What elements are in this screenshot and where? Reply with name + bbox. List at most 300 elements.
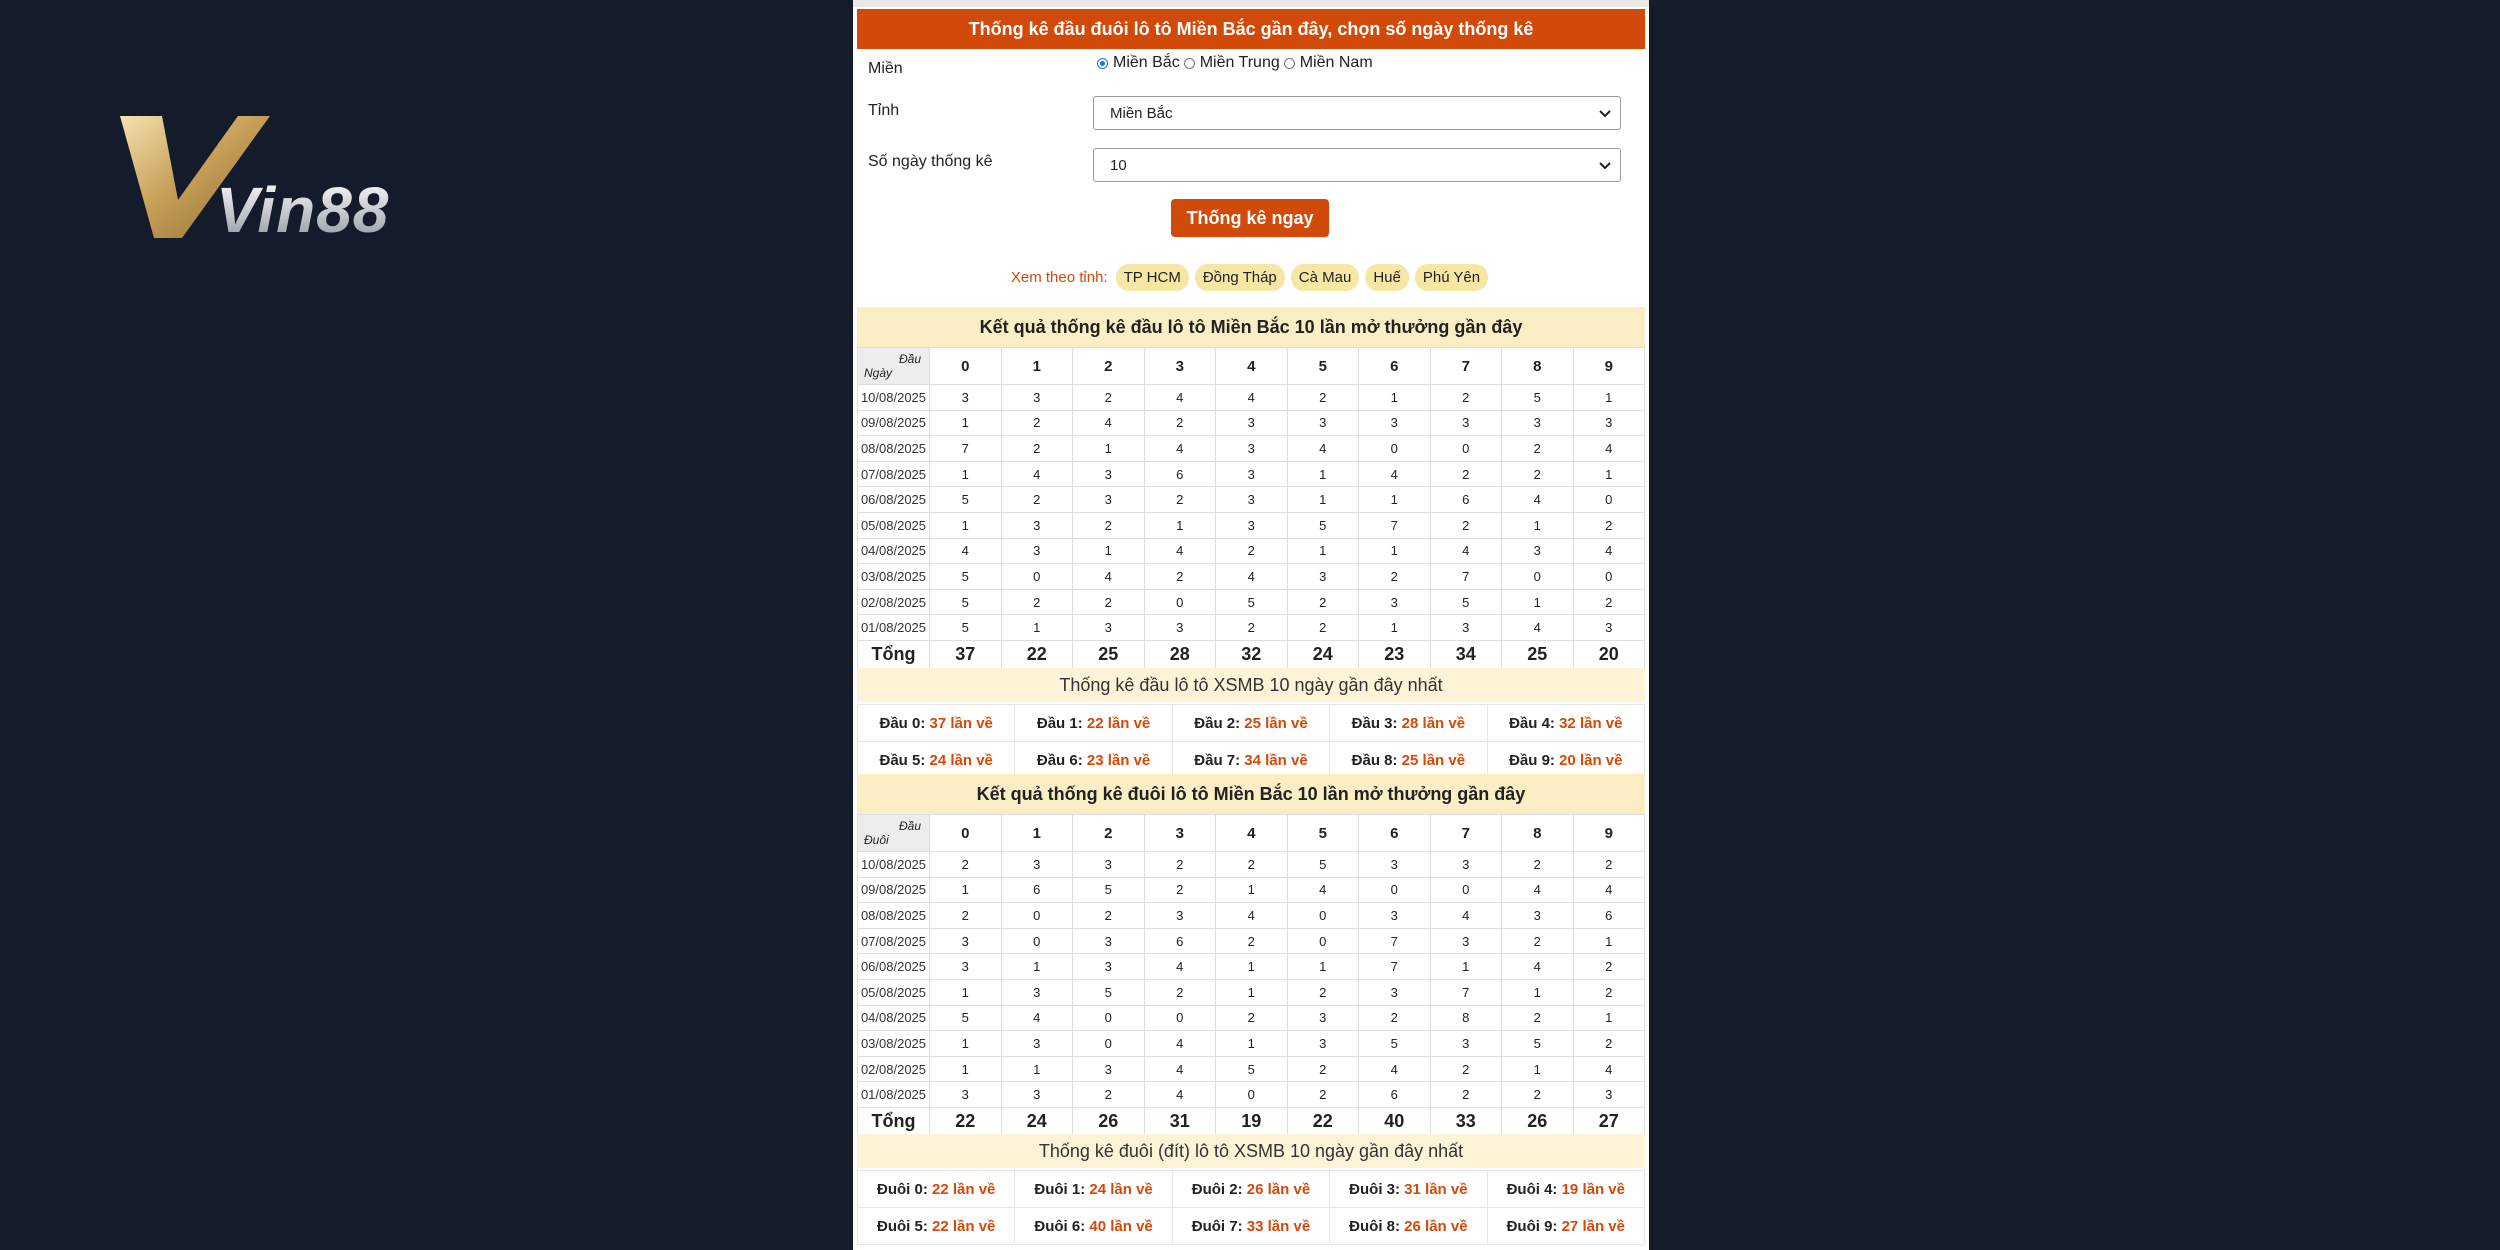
summary-value: 25 lần về [1401, 751, 1466, 769]
table-cell: 0 [1430, 877, 1502, 903]
table-cell: 3 [1430, 852, 1502, 878]
table-cell: 3 [1430, 928, 1502, 954]
table-cell: 3 [1216, 436, 1288, 462]
table-cell: 3 [1144, 615, 1216, 641]
corner-top-label: Đầu [898, 352, 921, 366]
column-header: 7 [1430, 348, 1502, 385]
table-header-row [858, 815, 1645, 852]
summary-value: 33 lần về [1246, 1217, 1311, 1235]
table-cell: 4 [1144, 1031, 1216, 1057]
table-cell: 2 [930, 903, 1002, 929]
row-date: 10/08/2025 [858, 385, 930, 411]
table-cell: 1 [1502, 589, 1574, 615]
table-cell: 4 [1573, 538, 1645, 564]
table-cell: 2 [1430, 385, 1502, 411]
total-cell: 34 [1430, 640, 1502, 669]
row-date: 09/08/2025 [858, 410, 930, 436]
table-cell: 2 [1001, 410, 1073, 436]
summary-label: Đuôi 7: [1191, 1217, 1243, 1235]
table-cell: 6 [1144, 461, 1216, 487]
table-cell: 2 [1502, 461, 1574, 487]
table-cell: 3 [930, 928, 1002, 954]
column-header: 1 [1001, 815, 1073, 852]
column-header: 3 [1144, 815, 1216, 852]
total-cell: 32 [1216, 640, 1288, 669]
table-cell: 2 [1001, 589, 1073, 615]
table-cell: 1 [930, 1031, 1002, 1057]
table-cell: 4 [1430, 538, 1502, 564]
summary-label: Đầu 3: [1351, 714, 1398, 732]
tail-summary-table [857, 1170, 1645, 1245]
summary-cell [1330, 1208, 1487, 1245]
days-select[interactable] [1093, 148, 1621, 182]
table-cell: 1 [1502, 512, 1574, 538]
row-date: 03/08/2025 [858, 564, 930, 590]
table-cell: 7 [1359, 928, 1431, 954]
row-date: 01/08/2025 [858, 1082, 930, 1108]
summary-cell [858, 742, 1015, 779]
summary-value: 28 lần về [1401, 714, 1466, 732]
column-header: 8 [1502, 815, 1574, 852]
region-label: Miền [868, 60, 903, 77]
province-link-dong-thap[interactable]: Đồng Tháp [1195, 264, 1285, 291]
summary-value: 22 lần về [932, 1180, 996, 1198]
total-cell: 40 [1359, 1107, 1431, 1136]
radio-label-mien-nam: Miền Nam [1299, 54, 1373, 71]
table-cell: 4 [1430, 903, 1502, 929]
radio-mien-trung[interactable] [1184, 58, 1195, 69]
table-cell: 2 [1073, 1082, 1145, 1108]
table-row [858, 385, 1645, 411]
row-date: 03/08/2025 [858, 1031, 930, 1057]
table-cell: 1 [1502, 979, 1574, 1005]
table-cell: 2 [1073, 385, 1145, 411]
table-cell: 0 [1287, 928, 1359, 954]
table-cell: 6 [1430, 487, 1502, 513]
summary-cell [858, 1171, 1015, 1208]
head-summary-title: Thống kê đầu lô tô XSMB 10 ngày gần đây nhất [857, 668, 1645, 702]
table-row [858, 1031, 1645, 1057]
table-cell: 2 [1573, 979, 1645, 1005]
table-cell: 5 [1073, 877, 1145, 903]
table-cell: 1 [1359, 385, 1431, 411]
row-date: 04/08/2025 [858, 538, 930, 564]
table-cell: 1 [1073, 436, 1145, 462]
summary-value: 32 lần về [1559, 714, 1623, 732]
summary-label: Đầu 5: [879, 751, 926, 769]
row-date: 07/08/2025 [858, 461, 930, 487]
table-cell: 3 [1073, 487, 1145, 513]
table-cell: 5 [1502, 1031, 1574, 1057]
table-cell: 4 [1144, 538, 1216, 564]
table-cell: 3 [1287, 410, 1359, 436]
table-cell: 3 [1001, 979, 1073, 1005]
table-cell: 1 [1359, 538, 1431, 564]
table-cell: 2 [930, 852, 1002, 878]
table-cell: 6 [1359, 1082, 1431, 1108]
table-row [858, 1082, 1645, 1108]
head-stats-table [857, 347, 1645, 670]
table-cell: 7 [1359, 512, 1431, 538]
summary-value: 23 lần về [1086, 751, 1151, 769]
table-cell: 2 [1073, 512, 1145, 538]
summary-cell [1487, 1171, 1644, 1208]
table-cell: 3 [1359, 903, 1431, 929]
table-cell: 3 [1573, 615, 1645, 641]
table-cell: 7 [930, 436, 1002, 462]
column-header: 5 [1287, 348, 1359, 385]
table-cell: 3 [1287, 1005, 1359, 1031]
summary-label: Đuôi 5: [876, 1217, 928, 1235]
page-title: Thống kê đầu đuôi lô tô Miền Bắc gần đây, chọn số ngày thống kê [857, 9, 1645, 49]
total-label: Tổng [858, 1107, 930, 1136]
table-row [858, 436, 1645, 462]
province-link-hue[interactable]: Huế [1365, 264, 1409, 291]
table-cell: 5 [1216, 589, 1288, 615]
region-radio-group [1093, 54, 1373, 72]
radio-mien-nam[interactable] [1284, 58, 1295, 69]
province-select-value: Miền Bắc [1110, 104, 1173, 122]
table-cell: 5 [1287, 512, 1359, 538]
summary-label: Đuôi 3: [1349, 1180, 1400, 1198]
table-cell: 2 [1001, 436, 1073, 462]
table-row [858, 538, 1645, 564]
table-cell: 1 [1144, 512, 1216, 538]
table-cell: 1 [1216, 979, 1288, 1005]
table-cell: 3 [930, 954, 1002, 980]
column-header: 0 [930, 815, 1002, 852]
table-cell: 1 [930, 512, 1002, 538]
head-stats-title: Kết quả thống kê đầu lô tô Miền Bắc 10 lần mở thưởng gần đây [857, 307, 1645, 347]
total-row [858, 1107, 1645, 1136]
table-cell: 4 [1216, 564, 1288, 590]
summary-cell [1330, 742, 1487, 779]
column-header: 1 [1001, 348, 1073, 385]
table-cell: 2 [1502, 1005, 1574, 1031]
table-cell: 5 [1359, 1031, 1431, 1057]
days-label: Số ngày thống kê [868, 153, 993, 170]
tail-stats-title: Kết quả thống kê đuôi lô tô Miền Bắc 10 lần mở thưởng gần đây [857, 774, 1645, 814]
summary-cell [1172, 705, 1329, 742]
table-cell: 2 [1573, 589, 1645, 615]
row-date: 02/08/2025 [858, 589, 930, 615]
table-cell: 4 [1359, 461, 1431, 487]
table-cell: 2 [1287, 1056, 1359, 1082]
column-header: 3 [1144, 348, 1216, 385]
row-date: 10/08/2025 [858, 852, 930, 878]
logo-text: Vin88 [216, 174, 390, 246]
column-header: 9 [1573, 348, 1645, 385]
table-row [858, 410, 1645, 436]
table-cell: 6 [1144, 928, 1216, 954]
table-cell: 4 [1216, 385, 1288, 411]
summary-label: Đầu 2: [1194, 714, 1241, 732]
summary-label: Đuôi 6: [1034, 1217, 1086, 1235]
table-cell: 3 [1573, 410, 1645, 436]
submit-stats-button[interactable]: Thống kê ngay [1171, 199, 1329, 237]
table-cell: 1 [930, 410, 1002, 436]
summary-value: 22 lần về [932, 1217, 996, 1235]
table-cell: 4 [1287, 436, 1359, 462]
table-cell: 2 [1502, 852, 1574, 878]
summary-label: Đuôi 0: [876, 1180, 928, 1198]
table-cell: 2 [1287, 979, 1359, 1005]
table-cell: 2 [1073, 589, 1145, 615]
table-cell: 4 [1502, 877, 1574, 903]
table-cell: 7 [1430, 564, 1502, 590]
table-cell: 1 [1073, 538, 1145, 564]
total-cell: 28 [1144, 640, 1216, 669]
summary-value: 31 lần về [1404, 1180, 1468, 1198]
table-cell: 0 [1001, 928, 1073, 954]
table-cell: 1 [1287, 954, 1359, 980]
table-row [858, 1056, 1645, 1082]
table-cell: 2 [1287, 589, 1359, 615]
summary-cell [1487, 705, 1644, 742]
row-date: 02/08/2025 [858, 1056, 930, 1082]
table-cell: 2 [1573, 852, 1645, 878]
table-cell: 2 [1430, 512, 1502, 538]
head-summary-table [857, 704, 1645, 779]
table-row [858, 852, 1645, 878]
table-cell: 1 [930, 877, 1002, 903]
table-cell: 4 [1073, 410, 1145, 436]
summary-cell [858, 1208, 1015, 1245]
summary-label: Đầu 8: [1351, 751, 1398, 769]
total-cell: 37 [930, 640, 1002, 669]
table-cell: 2 [1144, 564, 1216, 590]
table-cell: 1 [1216, 954, 1288, 980]
table-cell: 0 [1073, 1031, 1145, 1057]
table-cell: 3 [1073, 954, 1145, 980]
table-cell: 4 [1573, 1056, 1645, 1082]
table-cell: 1 [1001, 1056, 1073, 1082]
table-cell: 3 [1001, 538, 1073, 564]
total-cell: 19 [1216, 1107, 1288, 1136]
row-date: 06/08/2025 [858, 487, 930, 513]
table-cell: 5 [1073, 979, 1145, 1005]
table-cell: 3 [930, 385, 1002, 411]
table-cell: 2 [1502, 1082, 1574, 1108]
table-cell: 4 [1216, 903, 1288, 929]
table-row [858, 564, 1645, 590]
summary-row [858, 705, 1645, 742]
table-cell: 0 [1001, 903, 1073, 929]
table-cell: 5 [1502, 385, 1574, 411]
table-row [858, 461, 1645, 487]
summary-value: 26 lần về [1246, 1180, 1311, 1198]
table-cell: 3 [1073, 852, 1145, 878]
column-header: 4 [1216, 815, 1288, 852]
table-cell: 0 [1430, 436, 1502, 462]
table-cell: 2 [1573, 954, 1645, 980]
row-date: 06/08/2025 [858, 954, 930, 980]
summary-value: 26 lần về [1404, 1217, 1468, 1235]
row-date: 08/08/2025 [858, 436, 930, 462]
table-cell: 0 [1359, 877, 1431, 903]
summary-label: Đầu 4: [1509, 714, 1555, 732]
total-cell: 31 [1144, 1107, 1216, 1136]
table-cell: 5 [930, 564, 1002, 590]
table-cell: 2 [1573, 512, 1645, 538]
table-cell: 4 [1001, 1005, 1073, 1031]
table-cell: 4 [1573, 877, 1645, 903]
table-cell: 4 [1144, 954, 1216, 980]
table-cell: 3 [1359, 410, 1431, 436]
table-cell: 2 [1144, 410, 1216, 436]
summary-label: Đuôi 1: [1034, 1180, 1086, 1198]
table-cell: 3 [1359, 589, 1431, 615]
table-cell: 2 [1216, 1005, 1288, 1031]
table-cell: 1 [1359, 615, 1431, 641]
total-cell: 20 [1573, 640, 1645, 669]
table-cell: 4 [1502, 615, 1574, 641]
table-cell: 5 [930, 1005, 1002, 1031]
total-cell: 22 [1001, 640, 1073, 669]
total-label: Tổng [858, 640, 930, 669]
summary-label: Đầu 7: [1194, 751, 1241, 769]
table-row [858, 589, 1645, 615]
row-date: 08/08/2025 [858, 903, 930, 929]
table-cell: 4 [1144, 385, 1216, 411]
table-cell: 1 [1502, 1056, 1574, 1082]
chevron-down-icon [1596, 156, 1614, 174]
summary-cell [1015, 1208, 1172, 1245]
summary-label: Đầu 0: [879, 714, 926, 732]
table-cell: 3 [1502, 410, 1574, 436]
province-links-label: Xem theo tỉnh: [1010, 268, 1108, 286]
total-cell: 25 [1073, 640, 1145, 669]
table-cell: 4 [1144, 1082, 1216, 1108]
table-cell: 4 [1502, 487, 1574, 513]
total-cell: 26 [1073, 1107, 1145, 1136]
table-cell: 8 [1430, 1005, 1502, 1031]
corner-bottom-label: Đuôi [864, 833, 889, 847]
table-cell: 3 [1216, 487, 1288, 513]
table-cell: 3 [1359, 979, 1431, 1005]
table-row [858, 954, 1645, 980]
summary-cell [1330, 705, 1487, 742]
table-cell: 2 [1001, 487, 1073, 513]
table-cell: 3 [1001, 852, 1073, 878]
table-cell: 3 [1430, 410, 1502, 436]
table-header-row [858, 348, 1645, 385]
table-cell: 1 [1001, 615, 1073, 641]
table-cell: 7 [1430, 979, 1502, 1005]
province-link-phu-yen[interactable]: Phú Yên [1415, 264, 1488, 291]
table-cell: 1 [1359, 487, 1431, 513]
table-cell: 0 [1144, 589, 1216, 615]
table-cell: 5 [930, 589, 1002, 615]
table-cell: 3 [1073, 461, 1145, 487]
table-cell: 2 [1144, 877, 1216, 903]
province-quick-links [853, 262, 1649, 292]
table-cell: 1 [1216, 877, 1288, 903]
row-date: 07/08/2025 [858, 928, 930, 954]
summary-label: Đuôi 8: [1349, 1217, 1400, 1235]
table-cell: 1 [1573, 385, 1645, 411]
table-cell: 3 [1216, 512, 1288, 538]
table-cell: 2 [1287, 385, 1359, 411]
summary-cell [1172, 1171, 1329, 1208]
province-link-tphcm[interactable]: TP HCM [1116, 264, 1189, 291]
summary-label: Đuôi 2: [1191, 1180, 1243, 1198]
table-cell: 0 [1001, 564, 1073, 590]
summary-label: Đầu 9: [1509, 751, 1555, 769]
vin88-logo [120, 108, 490, 248]
total-cell: 24 [1001, 1107, 1073, 1136]
column-header: 5 [1287, 815, 1359, 852]
table-cell: 0 [1216, 1082, 1288, 1108]
column-header: 2 [1073, 815, 1145, 852]
summary-cell [1172, 742, 1329, 779]
table-cell: 6 [1001, 877, 1073, 903]
table-cell: 3 [1216, 461, 1288, 487]
table-cell: 2 [1359, 564, 1431, 590]
tail-stats-table [857, 814, 1645, 1137]
table-cell: 1 [1573, 1005, 1645, 1031]
column-header: 2 [1073, 348, 1145, 385]
table-cell: 2 [1144, 979, 1216, 1005]
table-cell: 7 [1359, 954, 1431, 980]
table-cell: 4 [1359, 1056, 1431, 1082]
table-cell: 3 [1359, 852, 1431, 878]
table-row [858, 1005, 1645, 1031]
table-cell: 3 [1430, 615, 1502, 641]
summary-value: 22 lần về [1086, 714, 1151, 732]
province-select[interactable] [1093, 96, 1621, 130]
table-cell: 0 [1073, 1005, 1145, 1031]
table-cell: 2 [1216, 615, 1288, 641]
summary-value: 25 lần về [1244, 714, 1308, 732]
radio-mien-bac[interactable] [1097, 58, 1108, 69]
table-cell: 3 [1502, 538, 1574, 564]
table-cell: 2 [1216, 852, 1288, 878]
table-cell: 1 [1001, 954, 1073, 980]
total-cell: 25 [1502, 640, 1574, 669]
summary-value: 34 lần về [1244, 751, 1308, 769]
table-cell: 4 [1573, 436, 1645, 462]
table-cell: 2 [1073, 903, 1145, 929]
summary-label: Đuôi 9: [1506, 1217, 1558, 1235]
table-cell: 2 [1573, 1031, 1645, 1057]
days-select-value: 10 [1110, 156, 1127, 174]
table-cell: 2 [1502, 928, 1574, 954]
province-link-ca-mau[interactable]: Cà Mau [1291, 264, 1360, 291]
table-cell: 3 [1073, 1056, 1145, 1082]
summary-value: 40 lần về [1089, 1217, 1153, 1235]
total-cell: 26 [1502, 1107, 1574, 1136]
radio-label-mien-bac: Miền Bắc [1113, 54, 1180, 71]
corner-bottom-label: Ngày [864, 366, 893, 380]
table-cell: 2 [1430, 1056, 1502, 1082]
table-cell: 5 [1430, 589, 1502, 615]
table-cell: 1 [1430, 954, 1502, 980]
table-cell: 2 [1287, 1082, 1359, 1108]
table-cell: 4 [1073, 564, 1145, 590]
table-cell: 1 [1287, 487, 1359, 513]
corner-cell [858, 815, 930, 852]
table-cell: 2 [1216, 928, 1288, 954]
table-cell: 1 [1216, 1031, 1288, 1057]
table-cell: 2 [1359, 1005, 1431, 1031]
column-header: 6 [1359, 348, 1431, 385]
table-cell: 4 [930, 538, 1002, 564]
table-cell: 1 [930, 979, 1002, 1005]
table-cell: 2 [1144, 852, 1216, 878]
summary-cell [1172, 1208, 1329, 1245]
table-cell: 1 [930, 1056, 1002, 1082]
